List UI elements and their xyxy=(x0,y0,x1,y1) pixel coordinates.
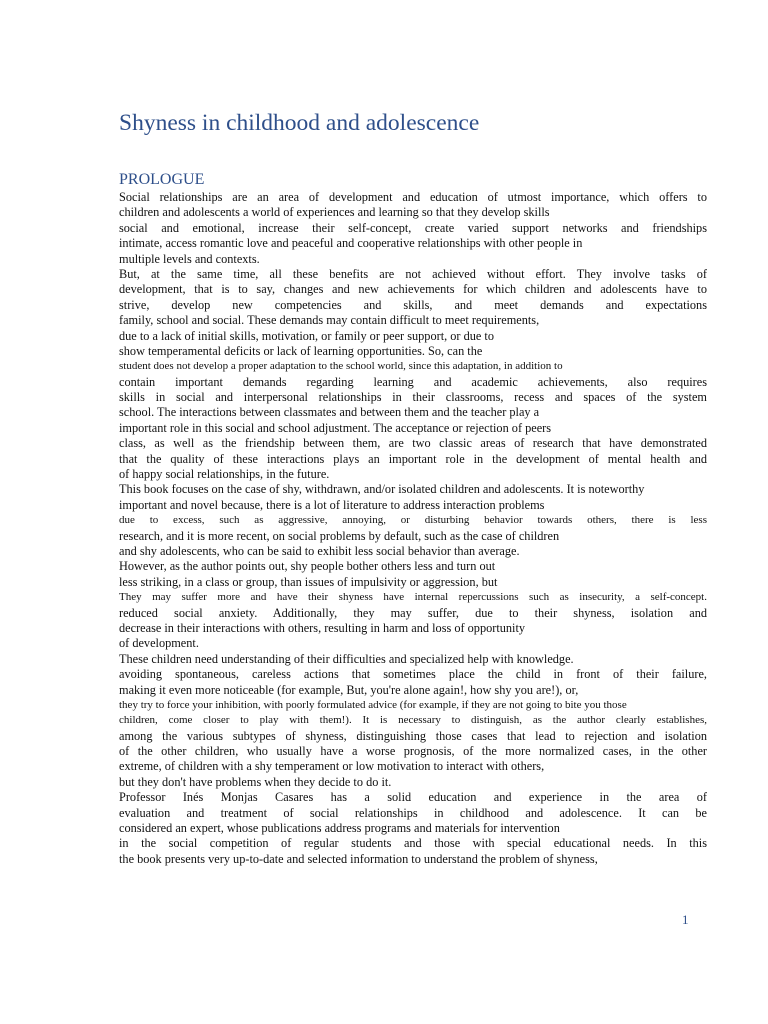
text-line: that the quality of these interactions plays an important role in the development of mental health and xyxy=(119,451,707,466)
text-line: skills in social and interpersonal relationships in their classrooms, recess and spaces of the system xyxy=(119,390,707,405)
text-line: student does not develop a proper adaptation to the school world, since this adaptation, in addition to xyxy=(119,360,563,373)
text-line: These children need understanding of their difficulties and specialized help with knowledge. xyxy=(119,651,574,666)
text-line: important role in this social and school adjustment. The acceptance or rejection of peers xyxy=(119,420,552,435)
text-line: extreme, of children with a shy temperament or low motivation to interact with others, xyxy=(119,759,545,774)
text-line: but they don't have problems when they decide to do it. xyxy=(119,774,392,789)
text-line: of happy social relationships, in the future. xyxy=(119,467,330,482)
body-text xyxy=(119,190,707,867)
text-line: social and emotional, increase their self-concept, create varied support networks and friendships xyxy=(119,220,707,235)
text-line: due to excess, such as aggressive, annoying, or disturbing behavior towards others, there is less xyxy=(119,514,707,527)
text-line: making it even more noticeable (for example, But, you're alone again!, how shy you are!), or, xyxy=(119,682,579,697)
text-line: avoiding spontaneous, careless actions that sometimes place the child in front of their failure, xyxy=(119,667,707,682)
text-line: children, come closer to play with them!). It is necessary to distinguish, as the author clearly establishes, xyxy=(119,714,707,727)
text-line: development, that is to say, changes and new achievements for which children and adolescents have to xyxy=(119,282,707,297)
text-line: of development. xyxy=(119,636,199,651)
text-line: in the social competition of regular students and those with special educational needs. In this xyxy=(119,836,707,851)
text-line: Social relationships are an area of development and education of utmost importance, which offers to xyxy=(119,190,707,204)
text-line: evaluation and treatment of social relationships in childhood and adolescence. It can be xyxy=(119,805,707,820)
text-line: multiple levels and contexts. xyxy=(119,251,260,266)
text-line: class, as well as the friendship between them, are two classic areas of research that have demonstrated xyxy=(119,436,707,451)
text-line: school. The interactions between classmates and between them and the teacher play a xyxy=(119,405,540,420)
text-line: show temperamental deficits or lack of learning opportunities. So, can the xyxy=(119,343,483,358)
text-line: reduced social anxiety. Additionally, they may suffer, due to their shyness, isolation and xyxy=(119,605,707,620)
text-line: strive, develop new competencies and skills, and meet demands and expectations xyxy=(119,297,707,312)
text-line: research, and it is more recent, on social problems by default, such as the case of children xyxy=(119,528,560,543)
text-line: and shy adolescents, who can be said to exhibit less social behavior than average. xyxy=(119,543,520,558)
text-line: But, at the same time, all these benefits are not achieved without effort. They involve tasks of xyxy=(119,266,707,281)
text-line: intimate, access romantic love and peaceful and cooperative relationships with other people in xyxy=(119,236,583,251)
text-line: they try to force your inhibition, with poorly formulated advice (for example, if they are not going to bite you those xyxy=(119,698,627,711)
text-line: less striking, in a class or group, than issues of impulsivity or aggression, but xyxy=(119,574,498,589)
document-title: Shyness in childhood and adolescence xyxy=(119,110,480,136)
text-line: Professor Inés Monjas Casares has a solid education and experience in the area of xyxy=(119,790,707,805)
section-heading-prologue: PROLOGUE xyxy=(119,171,205,188)
text-line: due to a lack of initial skills, motivation, or family or peer support, or due to xyxy=(119,328,494,343)
text-line: They may suffer more and have their shyness have internal repercussions such as insecurity, a self-concept. xyxy=(119,591,707,604)
text-line: important and novel because, there is a lot of literature to address interaction problems xyxy=(119,497,545,512)
text-line: considered an expert, whose publications address programs and materials for intervention xyxy=(119,821,560,836)
text-line: family, school and social. These demands may contain difficult to meet requirements, xyxy=(119,313,540,328)
text-line: among the various subtypes of shyness, distinguishing those cases that lead to rejection and isolation xyxy=(119,728,707,743)
text-line: children and adolescents a world of experiences and learning so that they develop skills xyxy=(119,205,550,220)
text-line: decrease in their interactions with others, resulting in harm and loss of opportunity xyxy=(119,620,526,635)
text-line: contain important demands regarding learning and academic achievements, also requires xyxy=(119,374,707,389)
text-line: However, as the author points out, shy people bother others less and turn out xyxy=(119,559,496,574)
text-line: the book presents very up-to-date and selected information to understand the problem of shyness, xyxy=(119,851,598,866)
page-number: 1 xyxy=(682,912,689,927)
text-line: of the other children, who usually have a worse prognosis, of the more normalized cases, in the other xyxy=(119,744,707,759)
text-line: This book focuses on the case of shy, withdrawn, and/or isolated children and adolescents. It is noteworthy xyxy=(119,482,645,497)
